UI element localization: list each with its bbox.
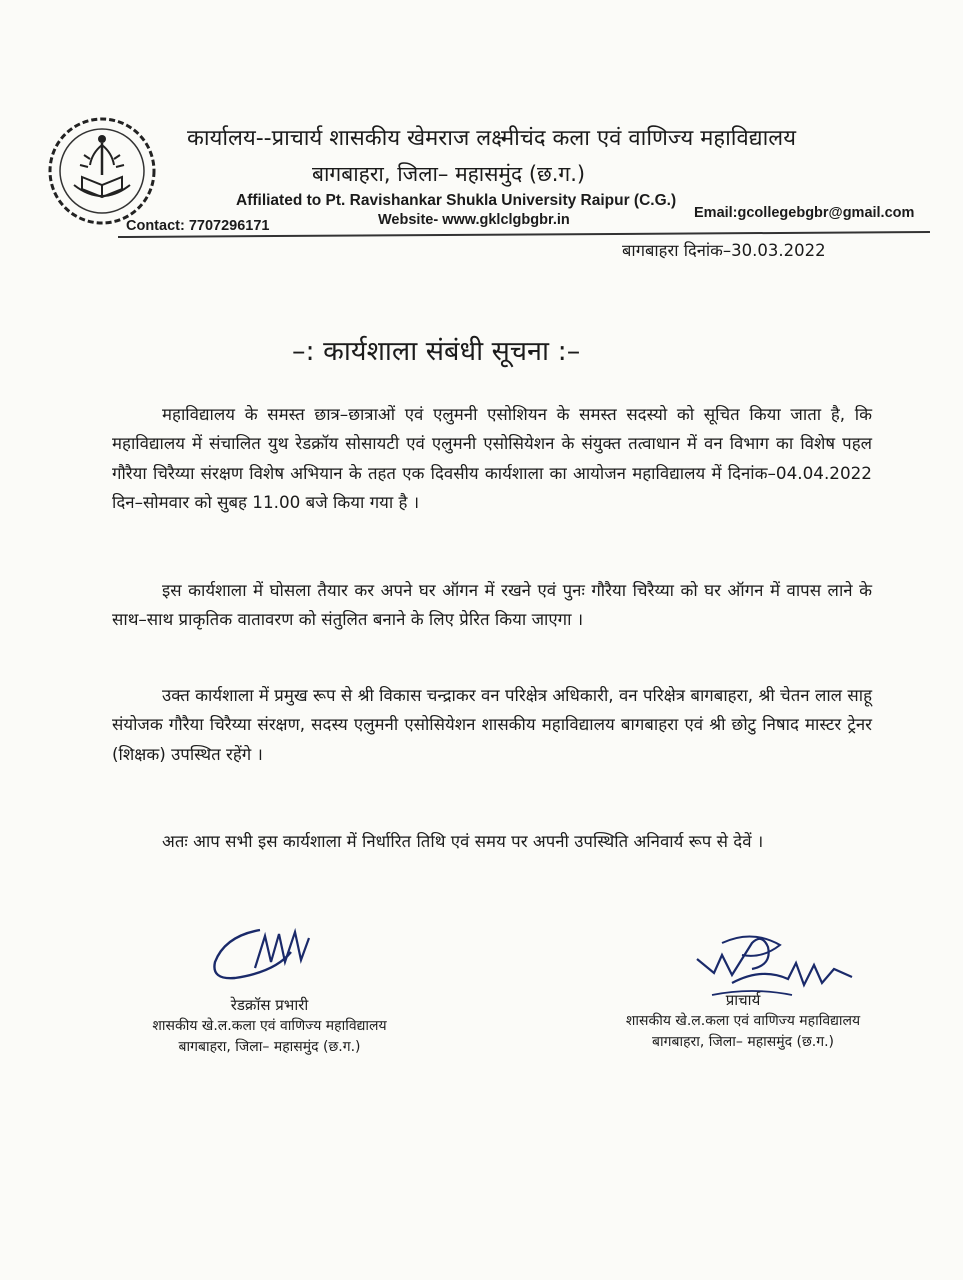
signatory-title: प्राचार्य bbox=[725, 991, 761, 1009]
signatory-block-redcross bbox=[112, 995, 427, 1058]
signatory-title: रेडक्रॉस प्रभारी bbox=[230, 996, 309, 1014]
notice-paragraph-1: महाविद्यालय के समस्त छात्र–छात्राओं एवं एलुमनी एसोशियन के समस्त सदस्यो को सूचित किया जाता है, कि महाविद्यालय में संचालित युथ रेडक्रॉय सोसायटी एवं एलुमनी एसोसियेशन के संयुक्त तत्वाधान में वन विभाग का विशेष पहल गौरैया चिरैय्या संरक्षण विशेष अभियान के तहत एक दिवसीय कार्यशाला का आयोजन महाविद्यालय में दिनांक–04.04.2022 दिन–सोमवार को सुबह 11.00 बजे किया गया है । bbox=[112, 403, 872, 513]
notice-paragraph-2: इस कार्यशाला में घोसला तैयार कर अपने घर ऑगन में रखने एवं पुनः गौरैया चिरैय्या को घर ऑगन में वापस लाने के साथ–साथ प्राकृतिक वातावरण को संतुलित बनाने के लिए प्रेरित किया जाएगा । bbox=[112, 579, 872, 630]
signatory-org: शासकीय खे.ल.कला एवं वाणिज्य महाविद्यालय bbox=[625, 1013, 861, 1029]
date-line: बागबाहरा दिनांक–30.03.2022 bbox=[622, 241, 826, 260]
website-text: Website- www.gklclgbgbr.in bbox=[378, 212, 570, 228]
signatory-block-principal bbox=[593, 990, 893, 1053]
notice-title: –: कार्यशाला संबंधी सूचना :– bbox=[292, 336, 581, 367]
college-location: बागबाहरा, जिला– महासमुंद (छ.ग.) bbox=[312, 162, 586, 186]
email-text: Email:gcollegebgbr@gmail.com bbox=[694, 205, 915, 221]
notice-paragraph-4: अतः आप सभी इस कार्यशाला में निर्धारित तिथि एवं समय पर अपनी उपस्थिति अनिवार्य रूप से देवें । bbox=[162, 830, 764, 851]
signatory-place: बागबाहरा, जिला– महासमुंद (छ.ग.) bbox=[651, 1034, 835, 1050]
affiliation-text: Affiliated to Pt. Ravishankar Shukla University Raipur (C.G.) bbox=[236, 192, 677, 209]
college-office-heading: कार्यालय--प्राचार्य शासकीय खेमराज लक्ष्मीचंद कला एवं वाणिज्य महाविद्यालय bbox=[187, 126, 796, 151]
signatory-place: बागबाहरा, जिला– महासमुंद (छ.ग.) bbox=[178, 1039, 361, 1055]
contact-number: Contact: 7707296171 bbox=[126, 218, 270, 234]
redcross-incharge-signature bbox=[205, 922, 335, 988]
signatory-org: शासकीय खे.ल.कला एवं वाणिज्य महाविद्यालय bbox=[152, 1018, 387, 1034]
notice-paragraph-3: उक्त कार्यशाला में प्रमुख रूप से श्री विकास चन्द्राकर वन परिक्षेत्र अधिकारी, वन परिक्षेत्र बागबाहरा, श्री चेतन लाल साहू संयोजक गौरैया चिरैय्या संरक्षण, सदस्य एलुमनी एसोसियेशन शासकीय महाविद्यालय बागबाहरा एवं श्री छोटु निषाद मास्टर ट्रेनर (शिक्षक) उपस्थित रहेंगे । bbox=[112, 684, 872, 764]
college-emblem-logo bbox=[44, 115, 160, 227]
